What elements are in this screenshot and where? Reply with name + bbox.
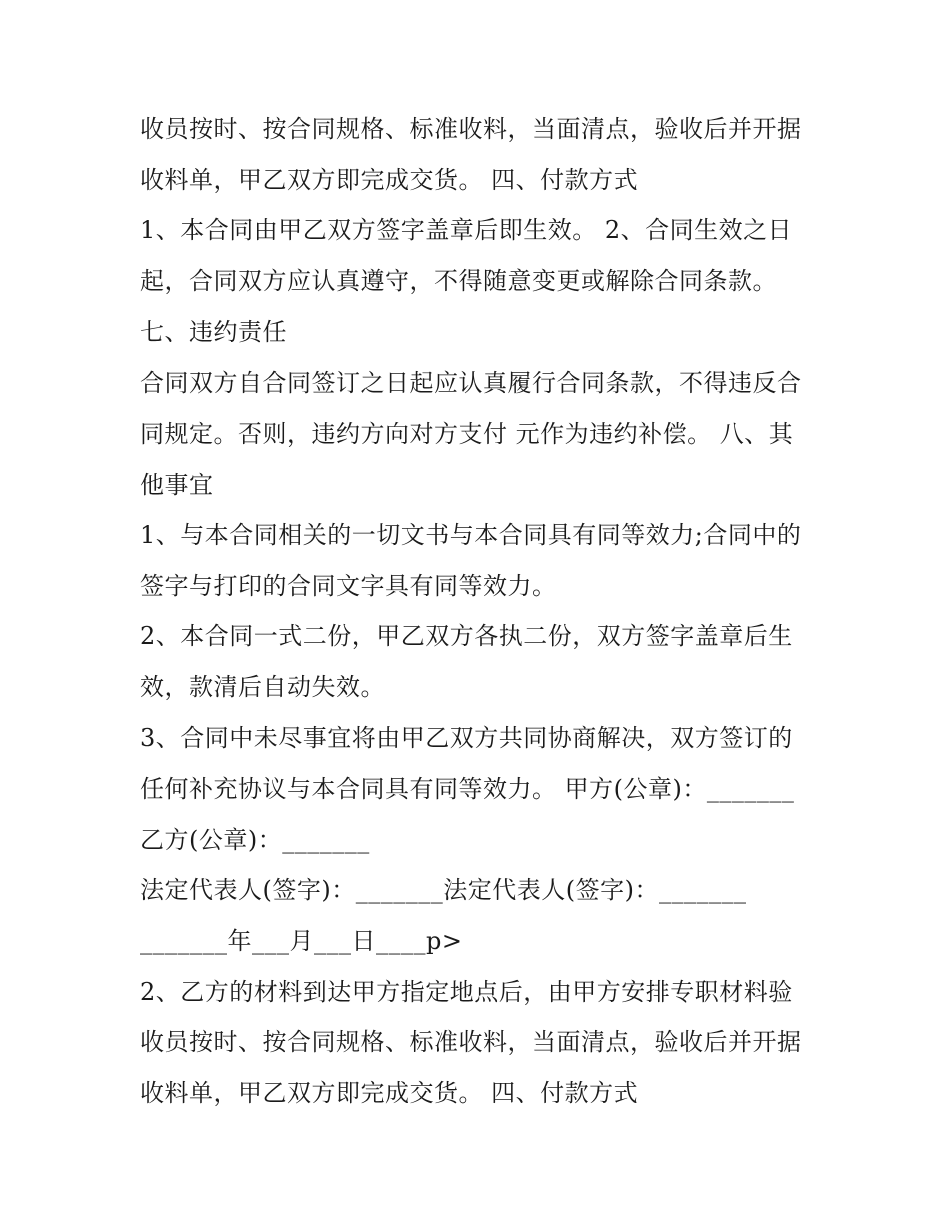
text-line: 收料单，甲乙双方即完成交货。 四、付款方式 — [140, 1079, 639, 1107]
text-line: 同规定。否则，违约方向对方支付 元作为违约补偿。 八、其 — [140, 420, 794, 448]
signature-line: 乙方(公章)：_______ — [140, 826, 370, 854]
text-line: 任何补充协议与本合同具有同等效力。 甲方(公章)：_______ — [140, 775, 795, 803]
section-heading: 七、违约责任 — [140, 318, 287, 346]
signature-line: 法定代表人(签字)：_______法定代表人(签字)：_______ — [140, 876, 747, 904]
text-line: 收员按时、按合同规格、标准收料，当面清点，验收后并开据 — [140, 115, 802, 143]
text-line: 合同双方自合同签订之日起应认真履行合同条款，不得违反合 — [140, 369, 802, 397]
text-line: 收员按时、按合同规格、标准收料，当面清点，验收后并开据 — [140, 1028, 802, 1056]
text-line: 3、合同中未尽事宜将由甲乙双方共同协商解决，双方签订的 — [140, 724, 793, 752]
text-line: 2、乙方的材料到达甲方指定地点后，由甲方安排专职材料验 — [140, 978, 793, 1006]
date-line: _______年___月___日____p> — [140, 927, 463, 955]
text-line: 1、与本合同相关的一切文书与本合同具有同等效力;合同中的 — [140, 521, 802, 549]
text-line: 起，合同双方应认真遵守，不得随意变更或解除合同条款。 — [140, 267, 777, 295]
text-line: 他事宜 — [140, 471, 214, 499]
text-line: 收料单，甲乙双方即完成交货。 四、付款方式 — [140, 166, 639, 194]
text-line: 效，款清后自动失效。 — [140, 673, 385, 701]
text-line: 2、本合同一式二份，甲乙双方各执二份，双方签字盖章后生 — [140, 622, 793, 650]
text-line: 签字与打印的合同文字具有同等效力。 — [140, 572, 557, 600]
text-line: 1、本合同由甲乙双方签字盖章后即生效。 2、合同生效之日 — [140, 216, 793, 244]
